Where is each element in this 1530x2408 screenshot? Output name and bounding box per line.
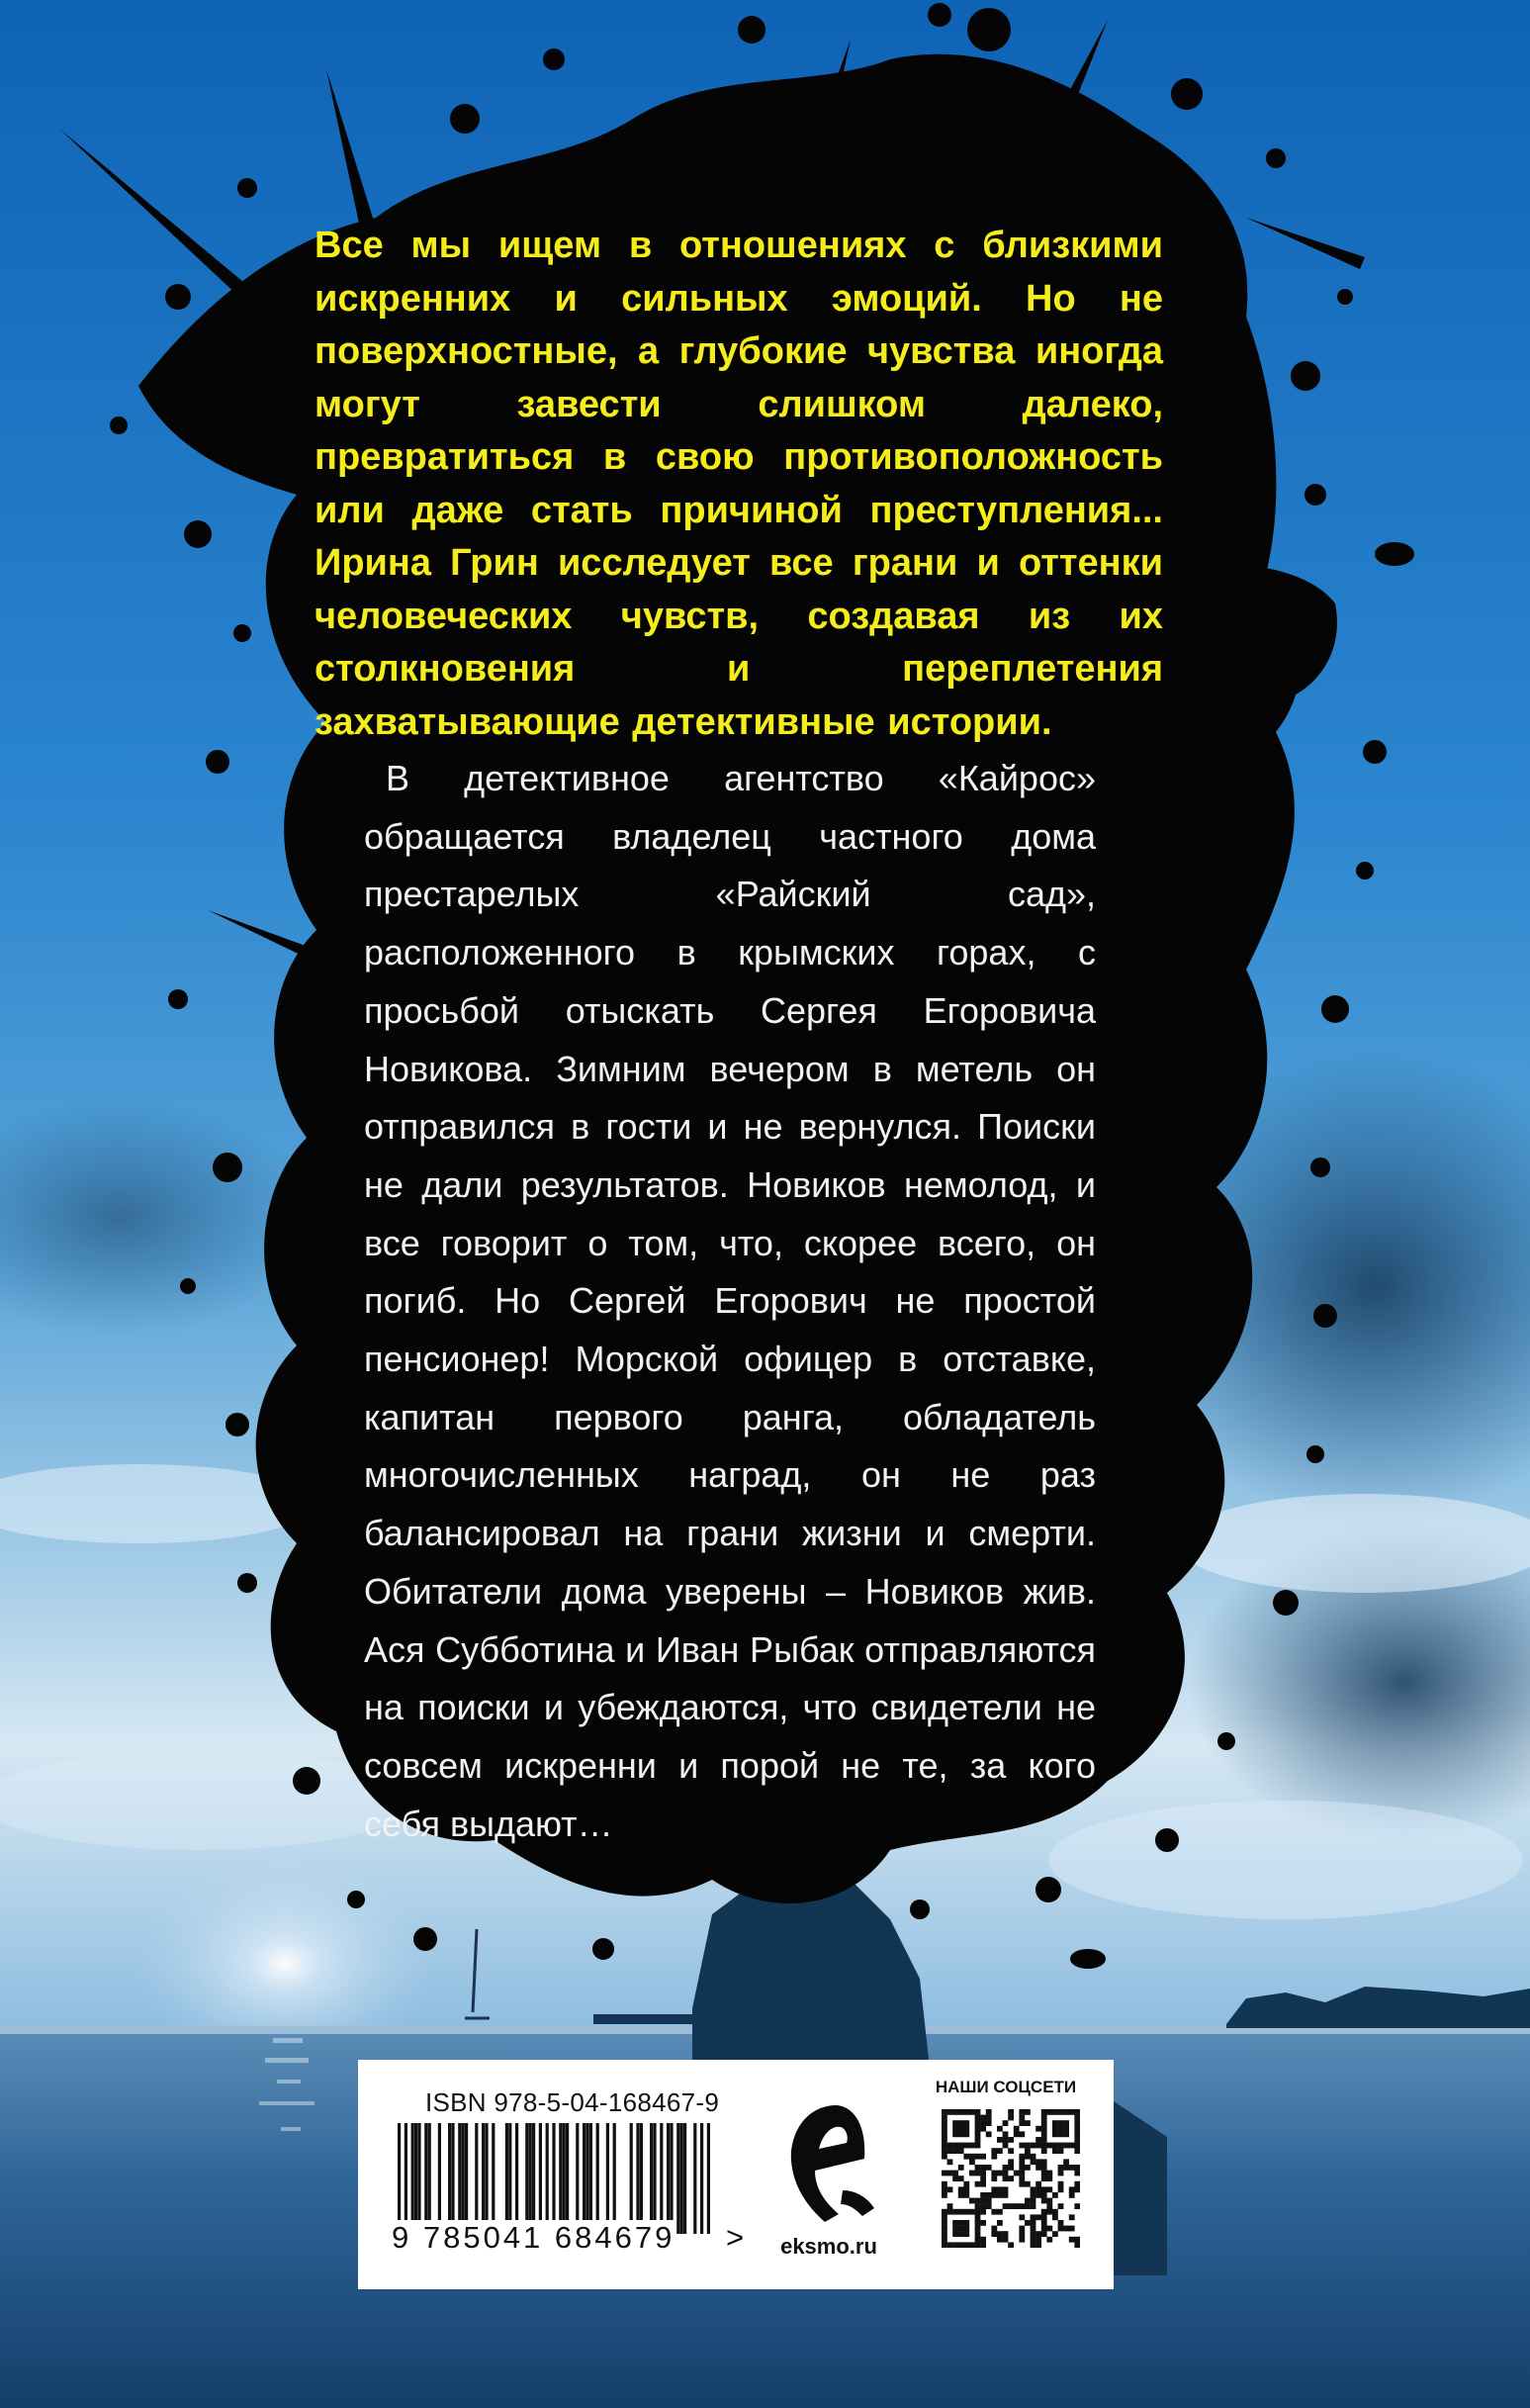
- barcode-icon: [394, 2123, 720, 2234]
- qr-code-icon: [942, 2109, 1080, 2248]
- publisher-site: eksmo.ru: [780, 2234, 877, 2259]
- barcode-digits: 9 785041 684679: [392, 2220, 675, 2255]
- eksmo-logo-icon: [785, 2099, 880, 2228]
- description-text: В детективное агентство «Кайрос» обращается владелец частного дома престарелых «Райский сад», расположенного в крымских горах, с просьбой отыскать Сергея Егоровича Новикова. Зимним вечером в метель он отправился в гости и не вернулся. Поиски не дали результатов. Новиков немолод, и все говорит о том, что, скорее всего, он погиб. Но Сергей Егорович не простой пенсионер! Морской офицер в отставке, капитан первого ранга, обладатель многочисленных наград, он не раз балансировал на грани жизни и смерти. Обитатели дома уверены – Новиков жив. Ася Субботина и Иван Рыбак отправляются на поиски и убеждаются, что свидетели не совсем искренни и порой не те, за кого себя выдают…: [364, 758, 1096, 1844]
- isbn-panel: [358, 2060, 1114, 2289]
- blurb-text: Все мы ищем в отношениях с близкими искренних и сильных эмоций. Но не поверхностные, а глубокие чувства иногда могут завести слишком далеко, превратиться в свою противоположность или даже стать причиной преступления... Ирина Грин исследует все грани и оттенки человеческих чувств, создавая из их столкновения и переплетения захватывающие детективные истории.: [315, 225, 1163, 743]
- social-title: НАШИ СОЦСЕТИ: [935, 2078, 1077, 2096]
- isbn-label: ISBN 978-5-04-168467-9: [425, 2087, 720, 2117]
- barcode-arrow: >: [726, 2220, 745, 2255]
